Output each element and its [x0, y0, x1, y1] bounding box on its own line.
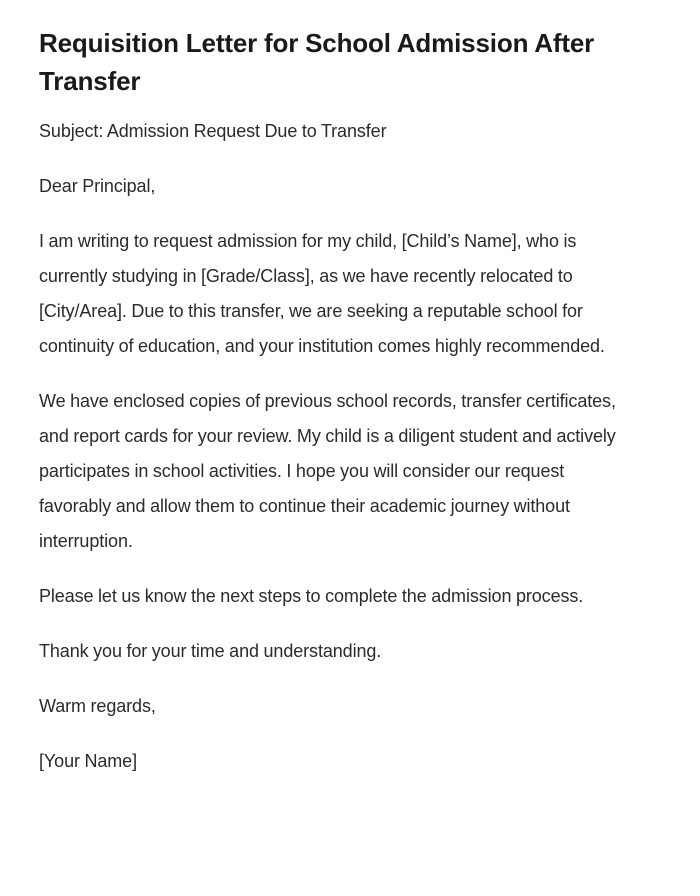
- body-paragraph-1: I am writing to request admission for my child, [Child’s Name], who is currently studying in [Grade/Class], as we have recently relocated to [City/Area]. Due to this transfer, we are seeking a reputable school for continuity of education, and your institution comes highly recommended.: [39, 231, 605, 356]
- body-paragraph-4: Thank you for your time and understanding.: [39, 641, 382, 661]
- signature-line: [Your Name]: [39, 751, 137, 771]
- page-title: Requisition Letter for School Admission After Transfer: [39, 28, 595, 96]
- subject-line: Subject: Admission Request Due to Transfer: [39, 121, 387, 141]
- body-paragraph-2: We have enclosed copies of previous school records, transfer certificates, and report cards for your review. My child is a diligent student and actively participates in school activities. I hope you will consider our request favorably and allow them to continue their academic journey without interruption.: [39, 391, 616, 551]
- salutation: Dear Principal,: [39, 176, 156, 196]
- body-paragraph-3: Please let us know the next steps to complete the admission process.: [39, 586, 584, 606]
- closing-line: Warm regards,: [39, 696, 156, 716]
- letter-body: [39, 114, 639, 779]
